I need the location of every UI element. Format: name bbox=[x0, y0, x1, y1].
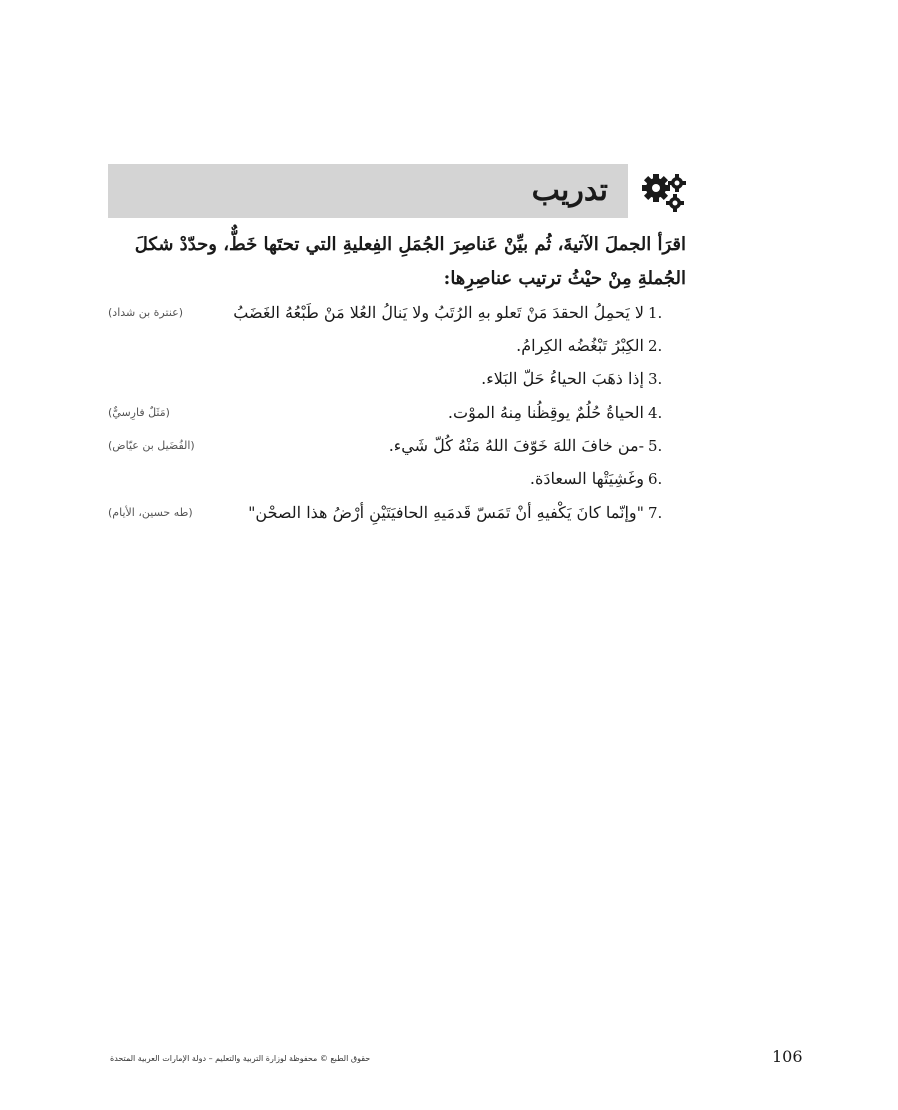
list-item bbox=[100, 397, 672, 429]
item-source: (طه حسين، الأيام) bbox=[108, 506, 193, 519]
footer-copyright: حقوق الطبع © محفوظة لوزارة التربية والتعليم – دولة الإمارات العربية المتحدة bbox=[110, 1054, 371, 1063]
item-number: 1. bbox=[648, 304, 663, 322]
page-number: 106 bbox=[772, 1047, 803, 1066]
list-item bbox=[100, 430, 672, 462]
list-item bbox=[100, 297, 672, 329]
gears-icon bbox=[640, 170, 688, 214]
list-item bbox=[100, 463, 672, 495]
item-source: (عنترة بن شداد) bbox=[108, 306, 183, 319]
item-number: 4. bbox=[648, 404, 663, 422]
exercise-instructions: اقرَأ الجملَ الآتيةَ، ثُم بيِّنْ عَناصِرَ الجُمَلِ الفِعليةِ التي تحتَها خَطٌّ، وحدّدْ شكلَ الجُملةِ مِنْ حيْثُ ترتيب عناصِرِها: bbox=[134, 234, 686, 289]
item-text: إذا ذهَبَ الحياءُ حَلّ البَلاء. bbox=[481, 369, 644, 388]
item-source: (مَثَلٌ فارِسيٌّ) bbox=[108, 406, 170, 419]
item-number: 3. bbox=[648, 370, 663, 388]
item-text: وغَشِيَتْها السعادَة. bbox=[529, 469, 644, 488]
item-number: 6. bbox=[648, 470, 663, 488]
item-source: (الفُضَيل بن عيّاض) bbox=[108, 439, 195, 452]
item-number: 5. bbox=[648, 437, 663, 455]
section-title: تدريب bbox=[531, 173, 608, 208]
item-text: الكِبْرُ تَبْغُضُه الكِرامُ. bbox=[516, 336, 644, 355]
list-item bbox=[100, 330, 672, 362]
list-item bbox=[100, 497, 672, 529]
item-text: "وإنّما كانَ يَكْفيهِ أنْ تَمَسّ قَدمَيهِ الحافيَتَيْنِ أرْضُ هذا الصحْن" bbox=[248, 503, 644, 522]
item-text: الحياةُ حُلُمٌ يوقِظُنا مِنهُ الموْت. bbox=[447, 403, 644, 422]
item-text: لا يَحمِلُ الحقدَ مَنْ تَعلو بهِ الرُتَبُ ولا يَنالُ العُلا مَنْ طَبْعُهُ الغَضَبُ bbox=[233, 303, 644, 322]
item-number: 7. bbox=[648, 504, 663, 522]
item-number: 2. bbox=[648, 337, 663, 355]
list-item bbox=[100, 363, 672, 395]
item-text: -من خافَ اللهَ خَوّفَ اللهُ مَنْهُ كُلّ شَيء. bbox=[388, 436, 644, 455]
